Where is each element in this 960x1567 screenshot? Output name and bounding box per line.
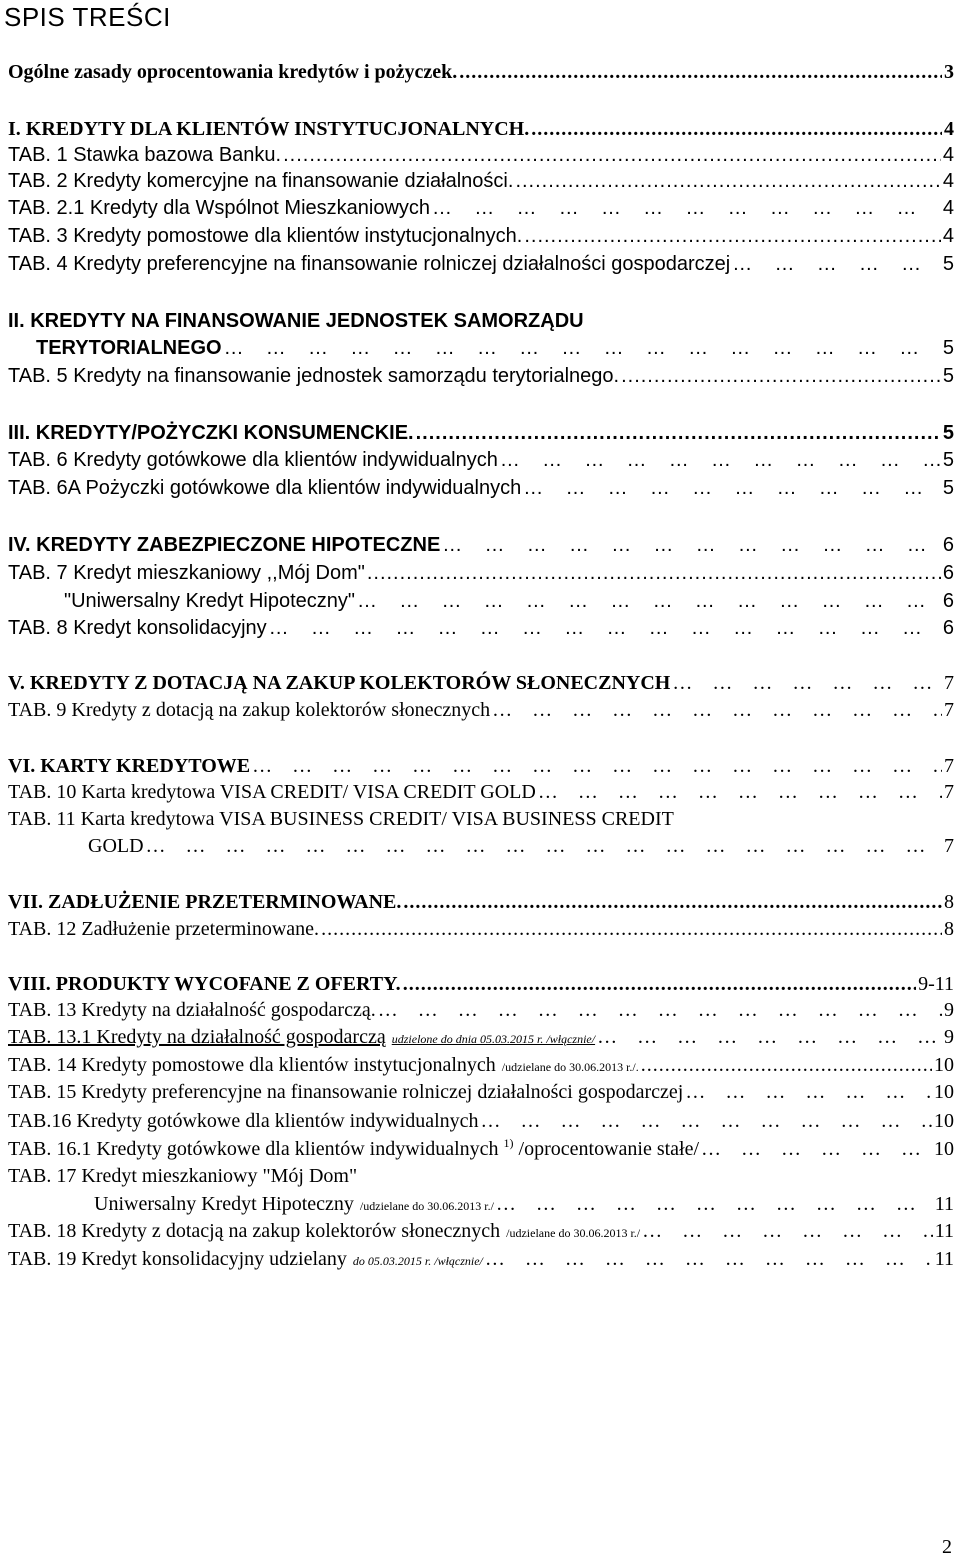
toc-entry-tab-9[interactable] xyxy=(8,697,954,723)
toc-page-number: 4 xyxy=(942,170,954,192)
toc-page-number: 11 xyxy=(934,1220,954,1242)
toc-entry-tab-6a[interactable] xyxy=(8,475,954,501)
toc-entry-note: /udzielane do 30.06.2013 r./ xyxy=(359,1199,494,1213)
toc-entry-note: /udzielane do 30.06.2013 r./ xyxy=(506,1226,641,1240)
toc-entry-label: TAB. 2 Kredyty komercyjne na finansowanie działalności. xyxy=(8,170,514,192)
dot-leader xyxy=(515,168,940,194)
toc-page-number: 3 xyxy=(944,61,954,83)
toc-entry-label: TAB. 11 Karta kredytowa VISA BUSINESS CREDIT/ VISA BUSINESS CREDIT xyxy=(8,808,674,830)
dot-leader xyxy=(357,588,941,614)
dot-leader xyxy=(283,142,941,168)
toc-section-viii[interactable] xyxy=(8,971,954,997)
dot-leader xyxy=(496,1191,933,1217)
toc-page-number: 4 xyxy=(942,225,954,247)
toc-entry-suffix: /oprocentowanie stałe/ xyxy=(513,1138,700,1160)
dot-leader xyxy=(492,697,942,723)
toc-entry-label: TAB. 14 Kredyty pomostowe dla klientów instytucjonalnych xyxy=(8,1054,496,1076)
dot-leader xyxy=(531,116,942,142)
toc-section-vii[interactable] xyxy=(8,889,954,915)
dot-leader xyxy=(481,1108,932,1134)
toc-page-number: 11 xyxy=(934,1248,954,1270)
toc-entry-tab-3[interactable] xyxy=(8,223,954,249)
toc-entry-label: TAB. 17 Kredyt mieszkaniowy "Mój Dom" xyxy=(8,1165,358,1187)
dot-leader xyxy=(459,59,942,85)
toc-page-number: 9-11 xyxy=(918,973,954,995)
toc-section-i[interactable] xyxy=(8,116,954,142)
toc-entry-tab-14[interactable] xyxy=(8,1052,954,1078)
toc-entry-label: TAB.16 Kredyty gotówkowe dla klientów indywidualnych xyxy=(8,1110,479,1132)
toc-page-number: 4 xyxy=(942,144,954,166)
toc-entry-tab-2[interactable] xyxy=(8,168,954,194)
dot-leader xyxy=(685,1079,932,1105)
toc-page-number: 5 xyxy=(942,253,954,275)
toc-entry-tab-17[interactable] xyxy=(8,1163,954,1189)
toc-page-number: 6 xyxy=(942,590,954,612)
toc-entry-label: TAB. 5 Kredyty na finansowanie jednostek samorządu terytorialnego. xyxy=(8,365,620,387)
toc-section-label: IV. KREDYTY ZABEZPIECZONE HIPOTECZNE xyxy=(8,534,441,556)
toc-page-number: 10 xyxy=(934,1110,954,1132)
dot-leader xyxy=(403,889,942,915)
dot-leader xyxy=(321,916,942,942)
dot-leader xyxy=(672,670,942,696)
dot-leader xyxy=(224,335,941,361)
toc-section-label: II. KREDYTY NA FINANSOWANIE JEDNOSTEK SAMORZĄDU xyxy=(8,310,584,332)
toc-section-iii[interactable] xyxy=(8,420,954,446)
toc-entry-tab-15[interactable] xyxy=(8,1079,954,1105)
toc-entry-tab-16[interactable] xyxy=(8,1108,954,1134)
toc-page-number: 4 xyxy=(942,197,954,219)
toc-entry-tab-13[interactable] xyxy=(8,997,954,1023)
toc-entry-tab-10[interactable] xyxy=(8,779,954,805)
toc-entry-note: udzielone do dnia 05.03.2015 r. /włącznie/ xyxy=(391,1032,596,1046)
toc-page-number: 7 xyxy=(944,781,954,803)
toc-entry-tab-12[interactable] xyxy=(8,916,954,942)
toc-entry-label: "Uniwersalny Kredyt Hipoteczny" xyxy=(64,590,355,612)
toc-entry-tab-11[interactable] xyxy=(8,806,954,832)
toc-page-number: 7 xyxy=(944,672,954,694)
dot-leader xyxy=(621,363,941,389)
toc-entry-tab-18[interactable] xyxy=(8,1218,954,1244)
toc-entry-tab-8[interactable] xyxy=(8,615,954,641)
toc-entry-tab-17-cont[interactable] xyxy=(94,1191,954,1217)
dot-leader xyxy=(701,1136,932,1162)
toc-entry-label: TAB. 6A Pożyczki gotówkowe dla klientów indywidualnych xyxy=(8,477,522,499)
toc-entry-label: TAB. 9 Kredyty z dotacją na zakup kolektorów słonecznych xyxy=(8,699,491,721)
toc-entry-tab-6[interactable] xyxy=(8,447,954,473)
toc-entry-tab-7-cont[interactable] xyxy=(64,588,954,614)
toc-section-iv[interactable] xyxy=(8,532,954,558)
toc-entry-general-rules[interactable] xyxy=(8,59,954,85)
toc-page-number: 7 xyxy=(944,699,954,721)
toc-page-number: 8 xyxy=(944,891,954,913)
toc-section-ii-cont[interactable] xyxy=(36,335,954,361)
dot-leader xyxy=(378,997,942,1023)
toc-entry-label: TAB. 6 Kredyty gotówkowe dla klientów indywidualnych xyxy=(8,449,498,471)
toc-entry-label: TAB. 3 Kredyty pomostowe dla klientów instytucjonalnych. xyxy=(8,225,523,247)
toc-page-number: 5 xyxy=(942,365,954,387)
toc-entry-tab-11-cont[interactable] xyxy=(88,833,954,859)
toc-entry-label: TAB. 7 Kredyt mieszkaniowy ,,Mój Dom" xyxy=(8,562,365,584)
toc-entry-label: TAB. 12 Zadłużenie przeterminowane. xyxy=(8,918,320,940)
toc-section-v[interactable] xyxy=(8,670,954,696)
toc-entry-label: TAB. 19 Kredyt konsolidacyjny udzielany xyxy=(8,1248,347,1270)
toc-entry-label: Uniwersalny Kredyt Hipoteczny xyxy=(94,1193,354,1215)
toc-entry-label: TAB. 10 Karta kredytowa VISA CREDIT/ VISA CREDIT GOLD xyxy=(8,781,536,803)
toc-entry-label: TAB. 4 Kredyty preferencyjne na finansowanie rolniczej działalności gospodarczej xyxy=(8,253,731,275)
toc-page-number: 8 xyxy=(944,918,954,940)
dot-leader xyxy=(485,1246,933,1272)
dot-leader xyxy=(523,475,941,501)
toc-entry-label: TAB. 16.1 Kredyty gotówkowe dla klientów indywidualnych xyxy=(8,1138,504,1160)
toc-page-number: 6 xyxy=(942,562,954,584)
toc-entry-tab-5[interactable] xyxy=(8,363,954,389)
footnote-marker: 1) xyxy=(503,1136,514,1150)
toc-section-vi[interactable] xyxy=(8,753,954,779)
dot-leader xyxy=(146,833,942,859)
toc-entry-tab-4[interactable] xyxy=(8,251,954,277)
toc-section-label: VI. KARTY KREDYTOWE xyxy=(8,755,251,777)
toc-page-number: 10 xyxy=(934,1081,954,1103)
toc-entry-tab-16-1[interactable] xyxy=(8,1136,954,1162)
dot-leader xyxy=(538,779,942,805)
toc-entry-tab-1[interactable] xyxy=(8,142,954,168)
dot-leader xyxy=(442,532,941,558)
dot-leader xyxy=(403,971,916,997)
toc-entry-label: TAB. 8 Kredyt konsolidacyjny xyxy=(8,617,267,639)
toc-entry-label: TAB. 13.1 Kredyty na działalność gospodarczą xyxy=(8,1026,386,1048)
toc-entry-label: TAB. 1 Stawka bazowa Banku. xyxy=(8,144,282,166)
dot-leader xyxy=(732,251,941,277)
toc-entry-note: do 05.03.2015 r. /włącznie/ xyxy=(352,1254,483,1268)
toc-page-number: 9 xyxy=(944,1026,954,1048)
toc-page-number: 10 xyxy=(934,1138,954,1160)
toc-section-label: TERYTORIALNEGO xyxy=(36,337,222,359)
toc-entry-tab-19[interactable] xyxy=(8,1246,954,1272)
toc-page-number: 4 xyxy=(944,118,954,140)
dot-leader xyxy=(641,1052,932,1078)
toc-entry-label: TAB. 2.1 Kredyty dla Wspólnot Mieszkaniowych xyxy=(8,197,431,219)
toc-entry-label: Ogólne zasady oprocentowania kredytów i pożyczek. xyxy=(8,61,458,83)
toc-page-number: 6 xyxy=(942,534,954,556)
dot-leader xyxy=(524,223,941,249)
page-number: 2 xyxy=(942,1536,952,1558)
toc-page-number: 5 xyxy=(942,449,954,471)
toc-entry-label: TAB. 13 Kredyty na działalność gospodarczą. xyxy=(8,999,376,1021)
toc-page-number: 5 xyxy=(942,337,954,359)
toc-page-number: 6 xyxy=(942,617,954,639)
dot-leader xyxy=(432,195,941,221)
dot-leader xyxy=(500,447,941,473)
page-title: SPIS TREŚCI xyxy=(4,2,171,32)
toc-section-label: I. KREDYTY DLA KLIENTÓW INSTYTUCJONALNYCH. xyxy=(8,118,530,140)
toc-entry-label: TAB. 18 Kredyty z dotacją na zakup kolektorów słonecznych xyxy=(8,1220,501,1242)
toc-section-ii[interactable] xyxy=(8,308,954,334)
toc-page-number: 10 xyxy=(934,1054,954,1076)
dot-leader xyxy=(252,753,942,779)
toc-section-label: VII. ZADŁUŻENIE PRZETERMINOWANE. xyxy=(8,891,402,913)
toc-page-number: 7 xyxy=(944,835,954,857)
toc-entry-label: GOLD xyxy=(88,835,144,857)
toc-entry-note: /udzielane do 30.06.2013 r./. xyxy=(501,1060,639,1074)
toc-entry-tab-2-1[interactable] xyxy=(8,195,954,221)
dot-leader xyxy=(416,420,941,446)
dot-leader xyxy=(642,1218,933,1244)
toc-entry-tab-7[interactable] xyxy=(8,560,954,586)
dot-leader xyxy=(367,560,941,586)
toc-page-number: 11 xyxy=(934,1193,954,1215)
toc-page-number: 5 xyxy=(942,422,954,444)
toc-page-number: 9 xyxy=(944,999,954,1021)
dot-leader xyxy=(597,1024,942,1050)
toc-page-number: 7 xyxy=(944,755,954,777)
toc-section-label: III. KREDYTY/POŻYCZKI KONSUMENCKIE. xyxy=(8,422,414,444)
toc-entry-label: TAB. 15 Kredyty preferencyjne na finansowanie rolniczej działalności gospodarczej xyxy=(8,1081,684,1103)
toc-entry-tab-13-1[interactable] xyxy=(8,1024,954,1050)
toc-section-label: VIII. PRODUKTY WYCOFANE Z OFERTY. xyxy=(8,973,401,995)
dot-leader xyxy=(269,615,941,641)
toc-section-label: V. KREDYTY Z DOTACJĄ NA ZAKUP KOLEKTORÓW SŁONECZNYCH xyxy=(8,672,671,694)
toc-page-number: 5 xyxy=(942,477,954,499)
